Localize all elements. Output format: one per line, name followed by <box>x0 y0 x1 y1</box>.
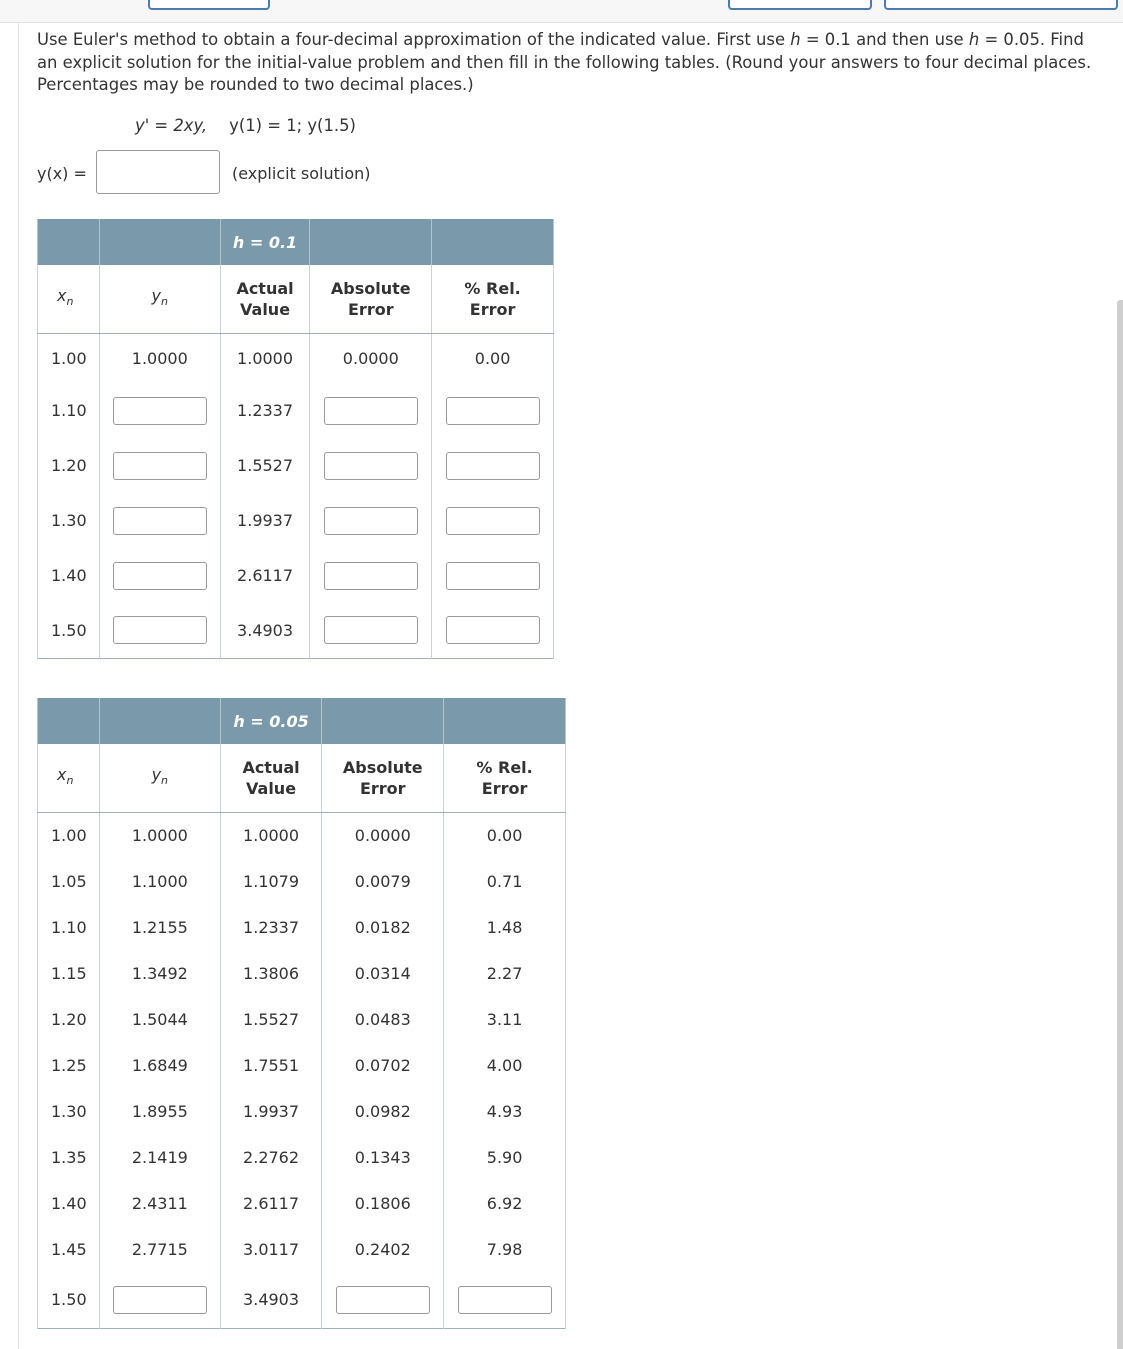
table-row: 1.30 1.8955 1.9937 0.0982 4.93 <box>38 1088 566 1134</box>
abs-error-input[interactable] <box>324 507 418 535</box>
toolbar-button-right[interactable] <box>884 0 1118 10</box>
header-xn: $x_n$ <box>38 744 100 812</box>
rel-error-input[interactable] <box>446 397 540 425</box>
rel-error-input[interactable] <box>458 1286 552 1314</box>
table-row: 1.05 1.1000 1.1079 0.0079 0.71 <box>38 858 566 904</box>
header-actual: Actual Value <box>220 265 310 333</box>
yn-input[interactable] <box>113 1286 207 1314</box>
abs-error-input[interactable] <box>324 452 418 480</box>
explicit-solution-label: y(x) = <box>37 164 87 183</box>
table-row: 1.20 1.5527 <box>38 438 554 493</box>
yn-input[interactable] <box>113 452 207 480</box>
header-rel-error: % Rel. Error <box>444 744 566 812</box>
table-row: 1.00 1.0000 1.0000 0.0000 0.00 <box>38 812 566 858</box>
header-absolute-error: Absolute Error <box>322 744 444 812</box>
explicit-solution-note: (explicit solution) <box>232 164 371 183</box>
problem-prompt: Use Euler's method to obtain a four-decimal approximation of the indicated value. First use h = 0.1 and then use h = 0.05. Find an explicit solution for the initial-value problem and then fill in the following tables. (Round your answers to four decimal places. Percentages may be rounded to two decimal places.) <box>37 30 1092 94</box>
table-row: 1.35 2.1419 2.2762 0.1343 5.90 <box>38 1134 566 1180</box>
header-absolute-error: Absolute Error <box>310 265 432 333</box>
yn-input[interactable] <box>113 397 207 425</box>
initial-condition: y(1) = 1; y(1.5) <box>229 116 356 135</box>
table-row: 1.45 2.7715 3.0117 0.2402 7.98 <box>38 1226 566 1272</box>
rel-error-input[interactable] <box>446 452 540 480</box>
abs-error-input[interactable] <box>324 616 418 644</box>
header-yn: $y_n$ <box>99 265 220 333</box>
table-title: h = 0.1 <box>220 219 310 265</box>
table-title: h = 0.05 <box>220 698 322 744</box>
header-xn: $x_n$ <box>38 265 100 333</box>
abs-error-input[interactable] <box>336 1286 430 1314</box>
table-row: 1.25 1.6849 1.7551 0.0702 4.00 <box>38 1042 566 1088</box>
toolbar-button-left[interactable] <box>148 0 270 10</box>
table-h-0.05 <box>37 698 566 1329</box>
table-row: 1.20 1.5044 1.5527 0.0483 3.11 <box>38 996 566 1042</box>
scrollbar[interactable] <box>1117 300 1123 1349</box>
yn-input[interactable] <box>113 616 207 644</box>
rel-error-input[interactable] <box>446 562 540 590</box>
table-row: 1.10 1.2337 <box>38 383 554 438</box>
table-h-0.1 <box>37 219 554 659</box>
header-rel-error: % Rel. Error <box>432 265 554 333</box>
ode: y' = 2xy, <box>135 116 208 135</box>
table-row: 1.10 1.2155 1.2337 0.0182 1.48 <box>38 904 566 950</box>
left-border <box>18 22 19 1349</box>
table-row: 1.40 2.4311 2.6117 0.1806 6.92 <box>38 1180 566 1226</box>
abs-error-input[interactable] <box>324 397 418 425</box>
table-row: 1.40 2.6117 <box>38 548 554 603</box>
yn-input[interactable] <box>113 562 207 590</box>
toolbar-button-mid[interactable] <box>728 0 872 10</box>
ivp-equation <box>135 116 356 135</box>
header-yn: $y_n$ <box>99 744 220 812</box>
yn-input[interactable] <box>113 507 207 535</box>
rel-error-input[interactable] <box>446 616 540 644</box>
table-row: 1.50 3.4903 <box>38 603 554 658</box>
table-row: 1.00 1.0000 1.0000 0.0000 0.00 <box>38 333 554 383</box>
table-row: 1.15 1.3492 1.3806 0.0314 2.27 <box>38 950 566 996</box>
explicit-solution-input[interactable] <box>96 150 220 194</box>
table-row: 1.30 1.9937 <box>38 493 554 548</box>
rel-error-input[interactable] <box>446 507 540 535</box>
header-actual: Actual Value <box>220 744 322 812</box>
abs-error-input[interactable] <box>324 562 418 590</box>
table-row: 1.50 3.4903 <box>38 1272 566 1328</box>
